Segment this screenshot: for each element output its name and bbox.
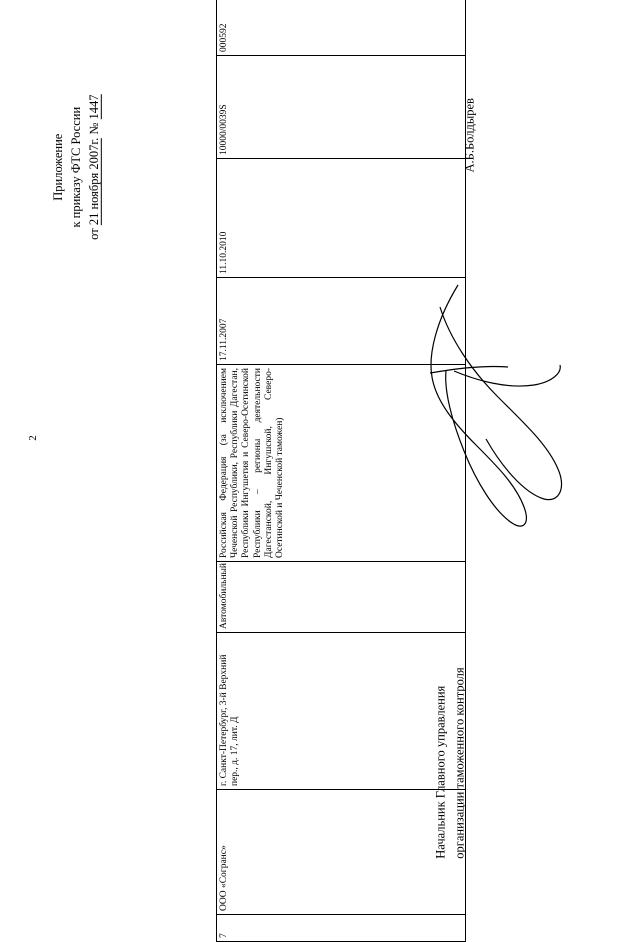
cell-certificate-number: 10000/0039S [217,56,466,159]
registry-table [216,0,466,942]
page-number: 2 [26,435,39,441]
signature-title-line-1: Начальник Главного управления [433,685,448,859]
header-line-3 [85,95,103,240]
header-date-prefix: от [87,225,102,240]
signature-title-block [430,560,470,860]
cell-blank-number: 000592 [217,0,466,56]
cell-address: г. Санкт-Петербург, 3-й Верхний пер., д. 17, лит. Д [217,633,466,790]
cell-region: Российская Федерация (за исключением Чеченской Республики, Республики Дагестан, Республики Ингушетия и Северо-Осетинской Республики – регионы деятельности Дагестанской, Ингушской, Северо-Осетинской и Чеченской таможен) [217,365,466,562]
registry-table-container [136,23,386,938]
cell-valid-until: 11.10.2010 [217,159,466,278]
header-order-date: 21 ноября 2007г. [87,137,102,226]
cell-transport-type: Автомобильный [217,562,466,633]
cell-date: 17.11.2007 [217,278,466,365]
signature-title-line-2: организации таможенного контроля [452,667,466,859]
table-row [217,0,466,942]
header-line-1: Приложение [50,133,65,201]
cell-company-name: ООО «Согранс» [217,790,466,915]
signature-name: А.Б.Болдырев [462,98,477,173]
cell-row-number: 7 [217,915,466,942]
header-order-number: 1447 [87,94,102,120]
header-no-prefix: № [87,119,102,138]
header-line-2: к приказу ФТС России [68,106,83,228]
document-header [46,60,106,280]
signature-name-block [455,60,485,180]
